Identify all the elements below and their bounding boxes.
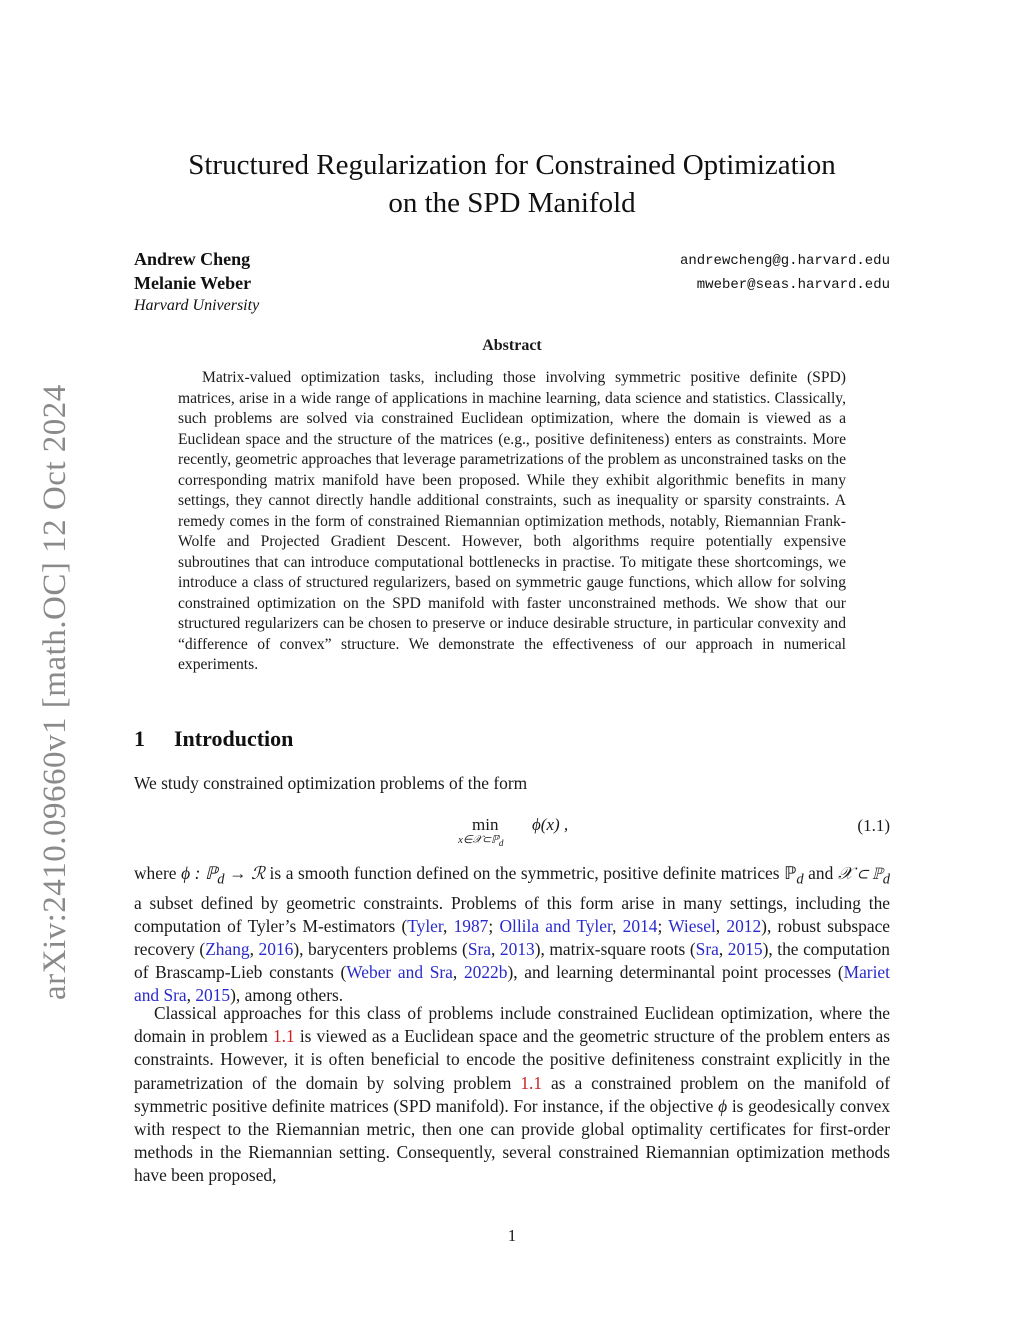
text-run: is viewed as a Euclidean space and the geometric structure of the problem enters as constraints. However, it is often beneficial to encode the positive definiteness constraint explicitly in the parametrization of the domain by solving problem [134, 1026, 890, 1093]
text-run: and [803, 863, 838, 883]
citation-link[interactable]: Sra [695, 939, 719, 960]
equation-label: (1.1) [857, 816, 890, 835]
equation-objective: ϕ(x) , [532, 815, 569, 834]
citation-link[interactable]: 2022b [463, 962, 508, 983]
math-subscript: d [882, 871, 891, 888]
citation-link[interactable]: Wiesel [668, 915, 716, 936]
equation-reference-link[interactable]: 1.1 [520, 1072, 543, 1093]
text-run: Classical approaches for this class of problems include constrained Euclidean optimization, where the domain in problem [134, 1003, 890, 1047]
author-name: Melanie Weber [134, 273, 252, 293]
paper-title [134, 146, 890, 222]
text-run: ; [657, 915, 669, 936]
equation-operator: min [472, 815, 499, 834]
text-run: ), among others. [230, 985, 344, 1006]
title-line-1: Structured Regularization for Constrained Optimization [188, 149, 836, 181]
section-title: Introduction [174, 726, 294, 751]
text-run: ), robust subspace recovery ( [134, 915, 891, 960]
citation-link[interactable]: Zhang [205, 939, 250, 960]
citation-link[interactable]: 2015 [727, 939, 763, 960]
section-heading [134, 726, 293, 752]
abstract-heading: Abstract [482, 337, 542, 354]
equation-subscript-index: d [498, 838, 504, 849]
author-email: andrewcheng@g.harvard.edu [679, 253, 890, 269]
equation-subscript-set: x∈𝒳⊂ℙ [458, 834, 499, 846]
math-run: ℙ [784, 863, 797, 883]
paragraph-1 [134, 862, 890, 1008]
math-run: ϕ : ℙ [181, 863, 218, 883]
intro-sentence: We study constrained optimization problems of the form [134, 773, 528, 793]
text-run: , [718, 939, 728, 960]
math-run: 𝒳 ⊂ ℙ [837, 863, 883, 883]
text-run: is geodesically convex with respect to the Riemannian metric, then one can provide global optimality certificates for first-order methods in the Riemannian setting. Consequently, several constrained Riemannian optimization methods have been proposed, [134, 1095, 891, 1186]
text-run: , [452, 962, 464, 983]
text-run: ), and learning determinantal point processes ( [507, 962, 844, 983]
math-subscript: d [217, 871, 225, 888]
citation-link[interactable]: 1987 [453, 915, 489, 936]
text-run: , [249, 939, 259, 960]
equation-subscript [458, 833, 503, 848]
arxiv-identifier-stamp: arXiv:2410.09660v1 [math.OC] 12 Oct 2024 [37, 384, 73, 1000]
math-run: ϕ [718, 1095, 728, 1116]
author-email: mweber@seas.harvard.edu [696, 277, 890, 293]
citation-link[interactable]: Sra [467, 939, 491, 960]
author-name: Andrew Cheng [134, 249, 251, 269]
title-line-2: on the SPD Manifold [388, 187, 636, 219]
abstract-body: Matrix-valued optimization tasks, including those involving symmetric positive definite (SPD) matrices, arise in a wide range of applications in machine learning, data science and statistics. Classically, such problems are solved via constrained Euclidean optimization, where the domain is viewed as a Euclidean space and the structure of the matrices (e.g., positive definiteness) enters as constraints. More recently, geometric approaches that leverage parametrizations of the problem as unconstrained tasks on the corresponding matrix manifold have been proposed. While they exhibit algorithmic benefits in many settings, they cannot directly handle additional constraints, such as inequality or sparsity constraints. A remedy comes in the form of constrained Riemannian optimization methods, notably, Riemannian Frank-Wolfe and Projected Gradient Descent. However, both algorithms require potentially expensive subroutines that can introduce computational bottlenecks in practise. To mitigate these shortcomings, we introduce a class of structured regularizers, based on symmetric gauge functions, which allow for solving constrained optimization on the SPD manifold with faster unconstrained methods. We show that our structured regularizers can be chosen to preserve or induce desirable structure, in particular convexity and “difference of convex” structure. We demonstrate the effectiveness of our approach in numerical experiments. [178, 369, 846, 673]
text-run: , [491, 939, 500, 960]
citation-link[interactable]: Ollila and Tyler [499, 915, 613, 936]
equation-reference-link[interactable]: 1.1 [272, 1026, 295, 1047]
paragraph-2 [134, 1002, 890, 1188]
text-run: , [715, 915, 727, 936]
text-run: ; [488, 915, 500, 936]
citation-link[interactable]: 2013 [499, 939, 535, 960]
citation-link[interactable]: 2014 [622, 915, 658, 936]
text-run: a subset defined by geometric constraints. Problems of this form arise in many settings, including the computation of Tyler’s M-estimators ( [134, 892, 890, 936]
text-run: ), matrix-square roots ( [534, 939, 696, 960]
section-number: 1 [134, 726, 145, 751]
math-run: → ℛ [224, 863, 265, 883]
equation-1-1 [134, 813, 890, 853]
citation-link[interactable]: 2012 [726, 915, 762, 936]
text-run: , [443, 915, 454, 936]
text-run: as a constrained problem on the manifold of symmetric positive definite matrices (SPD manifold). For instance, if the objective [134, 1072, 890, 1116]
page-number: 1 [507, 1226, 517, 1245]
text-run: where [134, 863, 182, 883]
text-run: , [612, 915, 623, 936]
citation-link[interactable]: 2015 [195, 985, 231, 1006]
text-run: , [186, 985, 196, 1006]
citation-link[interactable]: Weber and Sra [346, 962, 453, 983]
citation-link[interactable]: Mariet and Sra [134, 962, 890, 1006]
text-run: is a smooth function defined on the symmetric, positive definite matrices [264, 863, 785, 883]
math-subscript: d [796, 871, 804, 888]
citation-link[interactable]: Tyler [407, 915, 443, 936]
affiliation: Harvard University [134, 297, 260, 314]
text-run: ), the computation of Brascamp-Lieb constants ( [134, 939, 891, 983]
text-run: ), barycenters problems ( [293, 939, 468, 960]
citation-link[interactable]: 2016 [258, 939, 294, 960]
